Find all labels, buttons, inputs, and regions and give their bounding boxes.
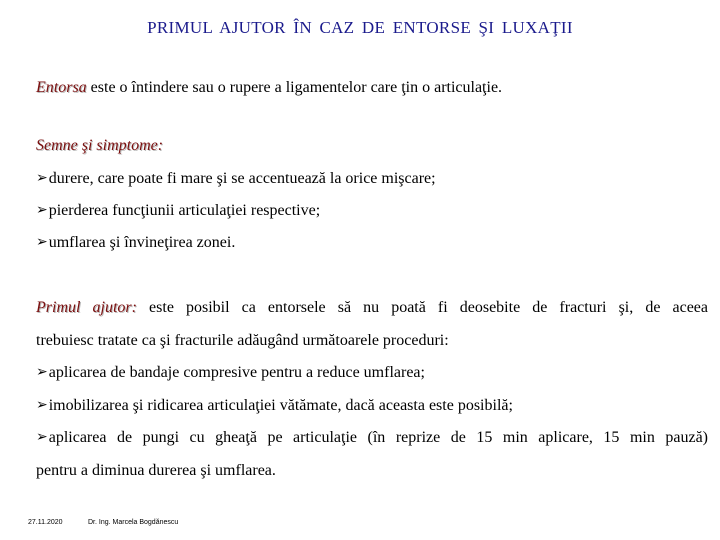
first-aid-item-2: imobilizarea şi ridicarea articulaţiei vătămate, dacă aceasta este posibilă; [48, 397, 513, 414]
list-item [36, 396, 708, 416]
signs-heading: Semne şi simptome: [36, 137, 164, 154]
first-aid-item-3-continuation: pentru a diminua durerea şi umflarea. [36, 462, 276, 479]
list-item [36, 201, 708, 221]
arrow-bullet-icon: ➢ [36, 429, 48, 445]
first-aid-item-3: aplicarea de pungi cu gheaţă pe articulaţie (în reprize de 15 min aplicare, 15 min pauză) [48, 429, 708, 446]
arrow-bullet-icon: ➢ [36, 234, 48, 250]
footer-author: Dr. Ing. Marcela Bogdănescu [88, 519, 179, 526]
definition-text: este o întindere sau o rupere a ligamentelor care ţin o articulaţie. [86, 79, 503, 96]
first-aid-item-1: aplicarea de bandaje compresive pentru a reduce umflarea; [48, 364, 425, 381]
page-title: PRIMUL AJUTOR ÎN CAZ DE ENTORSE ŞI LUXAŢII [147, 18, 573, 37]
arrow-bullet-icon: ➢ [36, 364, 48, 380]
signs-item-3: umflarea şi învineţirea zonei. [48, 234, 236, 251]
signs-item-2: pierderea funcţiunii articulaţiei respective; [48, 202, 321, 219]
arrow-bullet-icon: ➢ [36, 170, 48, 186]
first-aid-intro-line2: trebuiesc tratate ca şi fracturile adăugând următoarele proceduri: [36, 332, 449, 349]
list-item [36, 233, 708, 253]
arrow-bullet-icon: ➢ [36, 202, 48, 218]
definition-paragraph [36, 78, 708, 98]
signs-heading-row [36, 136, 708, 156]
definition-term: Entorsa [36, 79, 87, 96]
first-aid-heading: Primul ajutor: [36, 299, 137, 316]
first-aid-intro-line1 [36, 298, 708, 318]
list-item [36, 169, 708, 189]
arrow-bullet-icon: ➢ [36, 397, 48, 413]
list-item [36, 363, 708, 383]
footer-date: 27.11.2020 [28, 519, 63, 526]
signs-item-1: durere, care poate fi mare şi se accentuează la orice mişcare; [48, 170, 436, 187]
list-item [36, 428, 708, 448]
first-aid-intro-text: este posibil ca entorsele să nu poată fi deosebite de fracturi şi, de aceea [136, 299, 708, 316]
